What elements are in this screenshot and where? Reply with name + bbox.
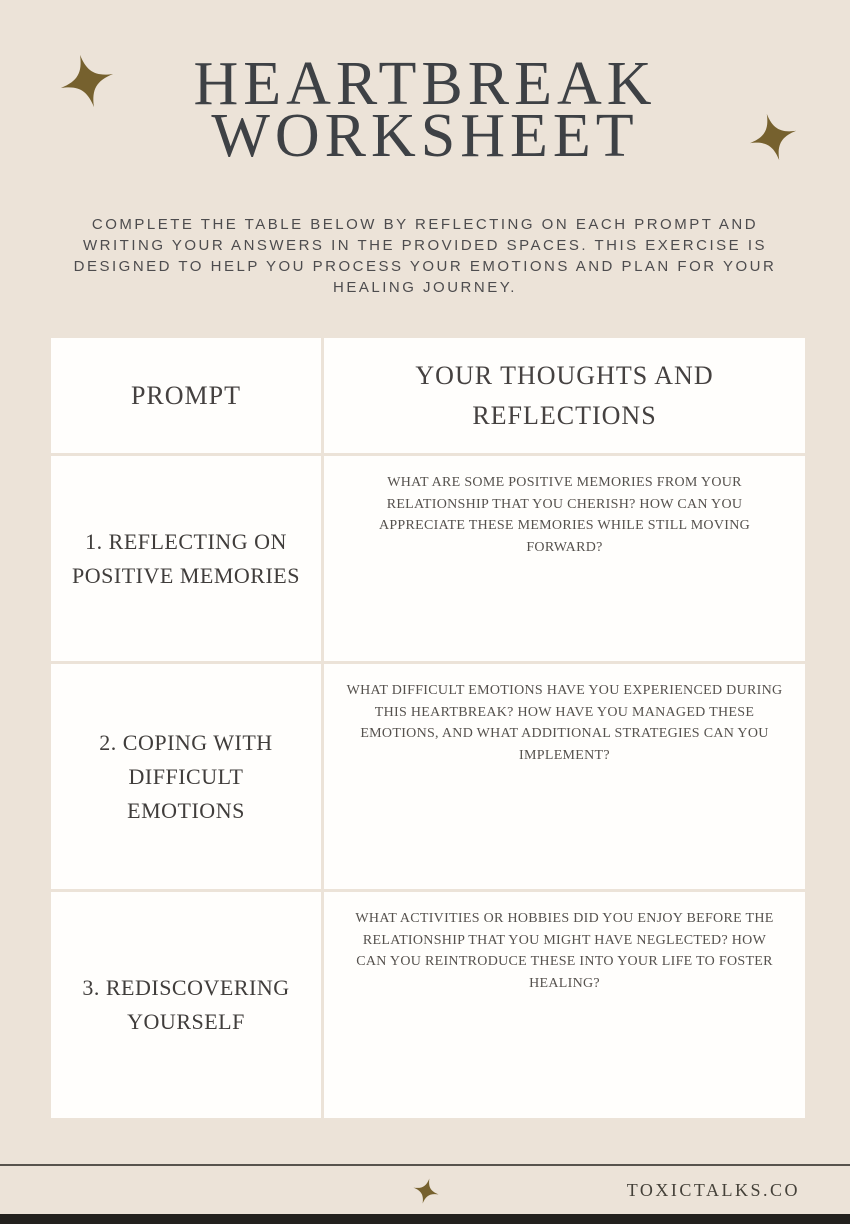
brand-text: TOXICTALKS.CO bbox=[626, 1180, 800, 1200]
question-text: WHAT ACTIVITIES OR HOBBIES DID YOU ENJOY BEFORE THE RELATIONSHIP THAT YOU MIGHT HAVE NEGLECTED? HOW CAN YOU REINTRODUCE THESE INTO YOUR LIFE TO FOSTER HEALING? bbox=[355, 911, 774, 991]
table-row-1-prompt bbox=[51, 456, 321, 661]
question-text: WHAT ARE SOME POSITIVE MEMORIES FROM YOUR RELATIONSHIP THAT YOU CHERISH? HOW CAN YOU APPRECIATE THESE MEMORIES WHILE STILL MOVING FORWARD? bbox=[378, 475, 751, 555]
prompt-text: 2. COPING WITH DIFFICULT EMOTIONS bbox=[99, 729, 273, 823]
bottom-edge-bar bbox=[0, 1214, 850, 1224]
page-title-line2: WORKSHEET bbox=[211, 102, 639, 170]
answer-space bbox=[346, 994, 783, 1118]
table-row-1-reflection bbox=[324, 456, 805, 661]
table-row-3-prompt bbox=[51, 892, 321, 1118]
column-header-prompt: PROMPT bbox=[51, 338, 321, 453]
answer-space bbox=[346, 558, 783, 661]
footer-divider bbox=[0, 1164, 850, 1166]
worksheet-table bbox=[51, 338, 805, 1118]
prompt-text: 1. REFLECTING ON POSITIVE MEMORIES bbox=[72, 528, 300, 588]
prompt-text: 3. REDISCOVERING YOURSELF bbox=[82, 975, 290, 1034]
sparkle-icon bbox=[410, 1175, 442, 1207]
page-title bbox=[0, 50, 850, 170]
instructions-text: COMPLETE THE TABLE BELOW BY REFLECTING ON EACH PROMPT AND WRITING YOUR ANSWERS IN THE PROVIDED SPACES. THIS EXERCISE IS DESIGNED TO HELP YOU PROCESS YOUR EMOTIONS AND PLAN FOR YOUR HEALING JOURNEY. bbox=[73, 216, 777, 296]
table-row-3-reflection bbox=[324, 892, 805, 1118]
answer-space bbox=[346, 766, 783, 889]
question-text: WHAT DIFFICULT EMOTIONS HAVE YOU EXPERIENCED DURING THIS HEARTBREAK? HOW HAVE YOU MANAGED THESE EMOTIONS, AND WHAT ADDITIONAL STRATEGIES CAN YOU IMPLEMENT? bbox=[346, 683, 783, 763]
table-row-2-reflection bbox=[324, 664, 805, 889]
page-title-line1: HEARTBREAK bbox=[193, 50, 657, 118]
column-header-reflections: YOUR THOUGHTS AND REFLECTIONS bbox=[324, 338, 805, 453]
table-row-2-prompt bbox=[51, 664, 321, 889]
